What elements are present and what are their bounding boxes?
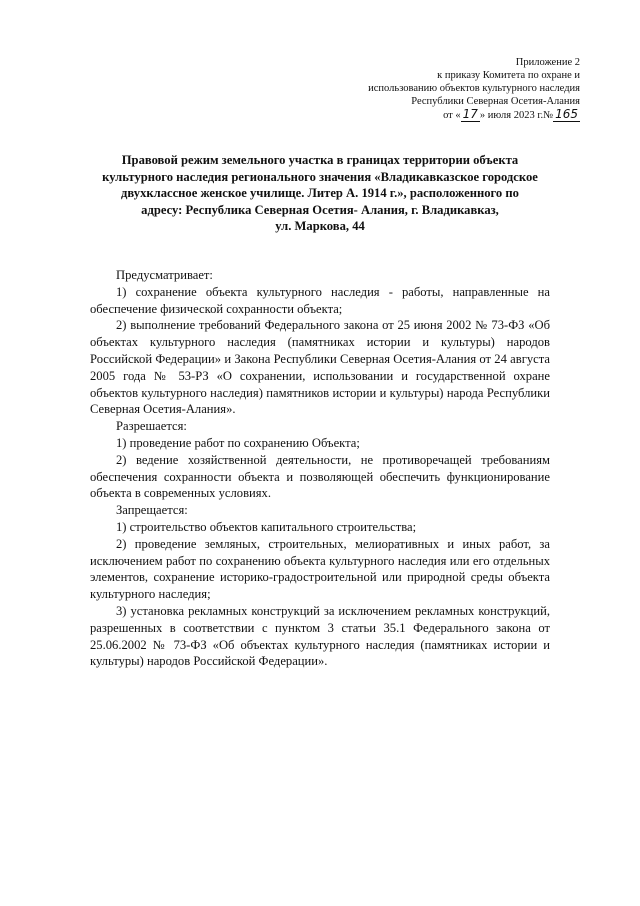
title-line: адресу: Республика Северная Осетия- Алания, г. Владикавказ, — [141, 202, 499, 217]
title-line: культурного наследия регионального значения «Владикавказское городское — [102, 169, 538, 184]
title-line: двухклассное женское училище. Литер А. 1914 г.», расположенного по — [121, 186, 519, 200]
provides-item: 2) выполнение требований Федерального закона от 25 июня 2002 № 73-ФЗ «Об объектах культурного наследия (памятниках истории и культуры) народов Российской Федерации» и Закона Республики Северная Осетия-Алания от 24 августа 2005 года № 53-РЗ «О сохранении, использовании и государственной охране объектов культурного наследия) памятников истории и культуры) народа Республики Северная Осетия-Алания». — [90, 318, 550, 417]
handwritten-number: 165 — [555, 107, 578, 121]
handwritten-day: 17 — [462, 107, 478, 121]
document-title — [95, 152, 545, 235]
forbidden-item: 3) установка рекламных конструкций за исключением рекламных конструкций, разрешенных в соответствии с пунктом 3 статьи 35.1 Федерального закона от 25.06.2002 № 73-ФЗ «Об объектах культурного наследия (памятниках истории и культуры) народов Российской Федерации». — [90, 603, 550, 669]
allowed-item: 2) ведение хозяйственной деятельности, не противоречащей требованиям обеспечения сохранности объекта и позволяющей обеспечить функционирование объекта в современных условиях. — [90, 452, 550, 501]
forbidden-item: 1) строительство объектов капитального строительства; — [116, 519, 417, 534]
annex-order-ref: к приказу Комитета по охране и — [437, 70, 580, 81]
section-heading-forbidden: Запрещается: — [116, 503, 188, 518]
annex-title: Приложение 2 — [515, 57, 580, 68]
section-heading-allowed: Разрешается: — [116, 419, 187, 434]
document-body — [90, 267, 550, 670]
provides-item: 1) сохранение объекта культурного наследия - работы, направленные на обеспечение физической сохранности объекта; — [90, 284, 550, 316]
annex-date-line — [320, 108, 580, 122]
section-heading-provides: Предусматривает: — [116, 268, 213, 282]
title-line: Правовой режим земельного участка в границах территории объекта — [121, 153, 519, 167]
annex-republic: Республики Северная Осетия-Алания — [411, 96, 580, 107]
annex-header — [320, 56, 580, 122]
forbidden-item: 2) проведение земляных, строительных, мелиоративных и иных работ, за исключением работ по сохранению объекта культурного наследия или его отдельных элементов, сохранение историко-градостроительной или природной среды объекта культурного наследия; — [90, 536, 550, 602]
date-middle: » июля 2023 г.№ — [479, 110, 554, 121]
annex-committee: использованию объектов культурного наследия — [368, 83, 580, 94]
title-line: ул. Маркова, 44 — [275, 219, 365, 233]
allowed-item: 1) проведение работ по сохранению Объекта; — [116, 435, 360, 450]
date-prefix: от « — [443, 110, 461, 121]
